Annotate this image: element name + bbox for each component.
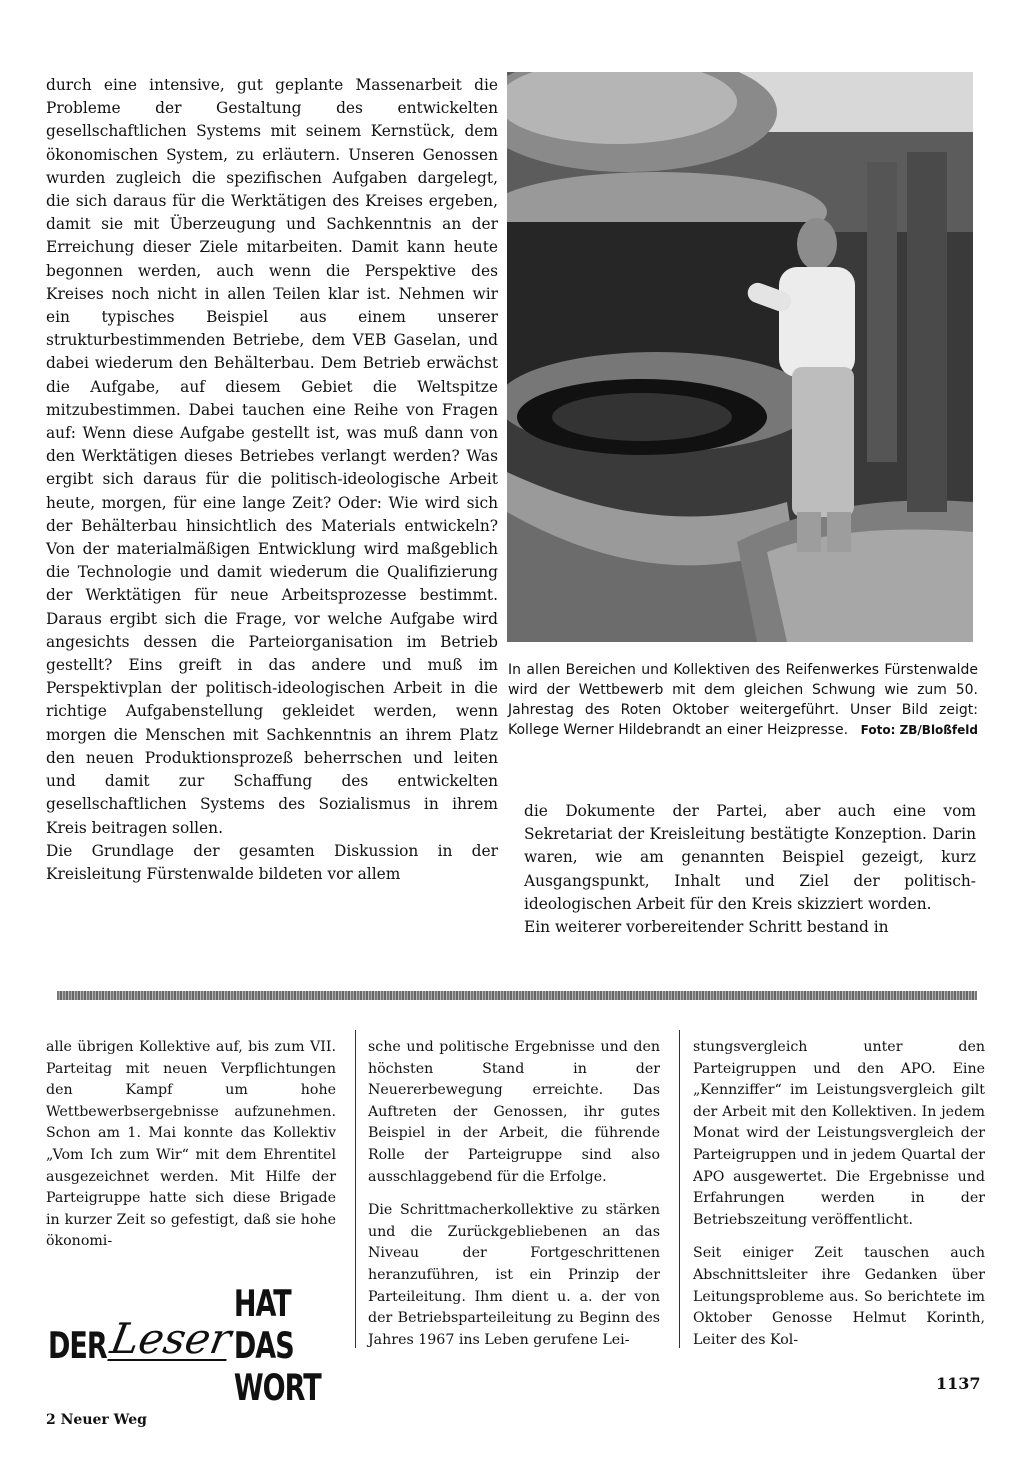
article-bottom-column-2 <box>368 1037 660 1351</box>
paragraph: durch eine intensive, gut geplante Massenarbeit die Probleme der Gestaltung des entwickelten gesellschaftlichen Systems mit seinem Kernstück, dem ökonomischen System, zu erläutern. Unseren Genossen wurden zugleich die spezifischen Aufgaben dargelegt, die sich daraus für die Werktätigen des Kreises ergeben, damit sie mit Überzeugung und Sachkenntnis an der Erreichung dieser Ziele mitarbeiten. Damit kann heute begonnen werden, auch wenn die Perspektive des Kreises noch nicht in allen Teilen klar ist. Nehmen wir ein typisches Beispiel aus einem unserer strukturbestimmenden Betriebe, dem VEB Gaselan, und dabei wiederum den Behälterbau. Dem Betrieb erwächst die Aufgabe, auf diesem Gebiet die Weltspitze mitzubestimmen. Dabei tauchen eine Reihe von Fragen auf: Wenn diese Aufgabe gestellt ist, was muß dann von den Werktätigen dieses Betriebes verlangt werden? Was ergibt sich daraus für die politisch-ideologische Arbeit heute, morgen, für eine lange Zeit? Oder: Wie wird sich der Behälterbau hinsichtlich des Materials entwickeln? Von der materialmäßigen Entwicklung wird maßgeblich die Technologie und damit wiederum die Qualifizierung der Werktätigen für neue Arbeitsprozesse bestimmt. Daraus ergibt sich die Frage, vor welche Aufgabe wird angesichts dessen die Parteiorganisation im Betrieb gestellt? Eins greift in das andere und muß im Perspektivplan der politisch-ideologischen Arbeit in die richtige Aufgabenstellung gekleidet werden, wenn morgen die Menschen mit Sachkenntnis an ihrem Platz den neuen Produktionsprozeß beherrschen und leiten und damit zur Schaffung des entwickelten gesellschaftlichen Systems des Sozialismus in ihrem Kreis beitragen sollen. <box>46 76 498 837</box>
logo-part-hat-das-wort: HAT DAS WORT <box>233 1283 321 1409</box>
paragraph: Die Schrittmacherkollektive zu stärken und die Zurückgebliebenen an das Niveau der Fortgeschrittenen heranzuführen, ist ein Prinzip der Parteileitung. Ihm dient u. a. der von der Betriebsparteileitung zu Beginn des Jahres 1967 ins Leben gerufene Lei- <box>368 1202 660 1348</box>
column-rule <box>679 1030 680 1348</box>
logo-part-der: DER <box>48 1325 107 1367</box>
paragraph: sche und politische Ergebnisse und den höchsten Stand in der Neuererbewegung erreichte. Das Auftreten der Genossen, ihr gutes Beispiel in der Arbeit, die führende Rolle der Parteigruppe sind also ausschlaggebend für die Erfolge. <box>368 1039 660 1185</box>
article-bottom-column-3 <box>693 1037 985 1351</box>
column-rule <box>355 1030 356 1348</box>
caption-text: In allen Bereichen und Kollektiven des Reifenwerkes Fürstenwalde wird der Wettbewerb mit dem gleichen Schwung wie zum 50. Jahrestag des Roten Oktober weitergeführt. Unser Bild zeigt: Kollege Werner Hildebrandt an einer Heizpresse. <box>508 662 978 738</box>
press-photo <box>507 72 973 642</box>
der-leser-hat-das-wort-logo <box>48 1283 338 1409</box>
logo-part-leser: Leser <box>106 1314 235 1363</box>
paragraph: alle übrigen Kollektive auf, bis zum VII. Parteitag mit neuen Verpflichtungen den Kampf um hohe Wettbewerbsergebnisse aufzunehmen. Schon am 1. Mai konnte das Kollektiv „Vom Ich zum Wir“ mit dem Ehrentitel ausgezeichnet werden. Mit Hilfe der Parteigruppe hatte sich diese Brigade in kurzer Zeit so gefestigt, daß sie hohe ökonomi- <box>46 1039 336 1250</box>
article-top-right-column <box>524 800 976 939</box>
page-number: 1137 <box>936 1374 981 1393</box>
paragraph: Ein weiterer vorbereitender Schritt bestand in <box>524 918 889 937</box>
paragraph: die Dokumente der Partei, aber auch eine vom Sekretariat der Kreisleitung bestätigte Konzeption. Darin waren, wie am genannten Beispiel gezeigt, kurz Ausgangspunkt, Inhalt und Ziel der politisch-ideologischen Arbeit für den Kreis skizziert worden. <box>524 802 976 913</box>
paragraph: stungsvergleich unter den Parteigruppen und den APO. Eine „Kennziffer“ im Leistungsvergleich gilt der Arbeit mit den Kollektiven. In jedem Monat wird der Leistungsvergleich der Parteigruppen und in jedem Quartal der APO ausgewertet. Die Ergebnisse und Erfahrungen werden in der Betriebszeitung veröffentlicht. <box>693 1039 985 1228</box>
paragraph: Seit einiger Zeit tauschen auch Abschnittsleiter ihre Gedanken über Leitungsprobleme aus. So berichtete im Oktober Genosse Helmut Korinth, Leiter des Kol- <box>693 1245 985 1348</box>
article-top-left-column <box>46 74 498 886</box>
photo-illustration <box>507 72 973 642</box>
footer-publication: 2 Neuer Weg <box>46 1412 147 1428</box>
section-divider <box>57 991 977 1000</box>
paragraph: Die Grundlage der gesamten Diskussion in der Kreisleitung Fürstenwalde bildeten vor allem <box>46 841 498 883</box>
photo-credit: Foto: ZB/Bloßfeld <box>860 723 978 737</box>
photo-caption <box>508 660 978 740</box>
article-bottom-column-1 <box>46 1037 336 1253</box>
